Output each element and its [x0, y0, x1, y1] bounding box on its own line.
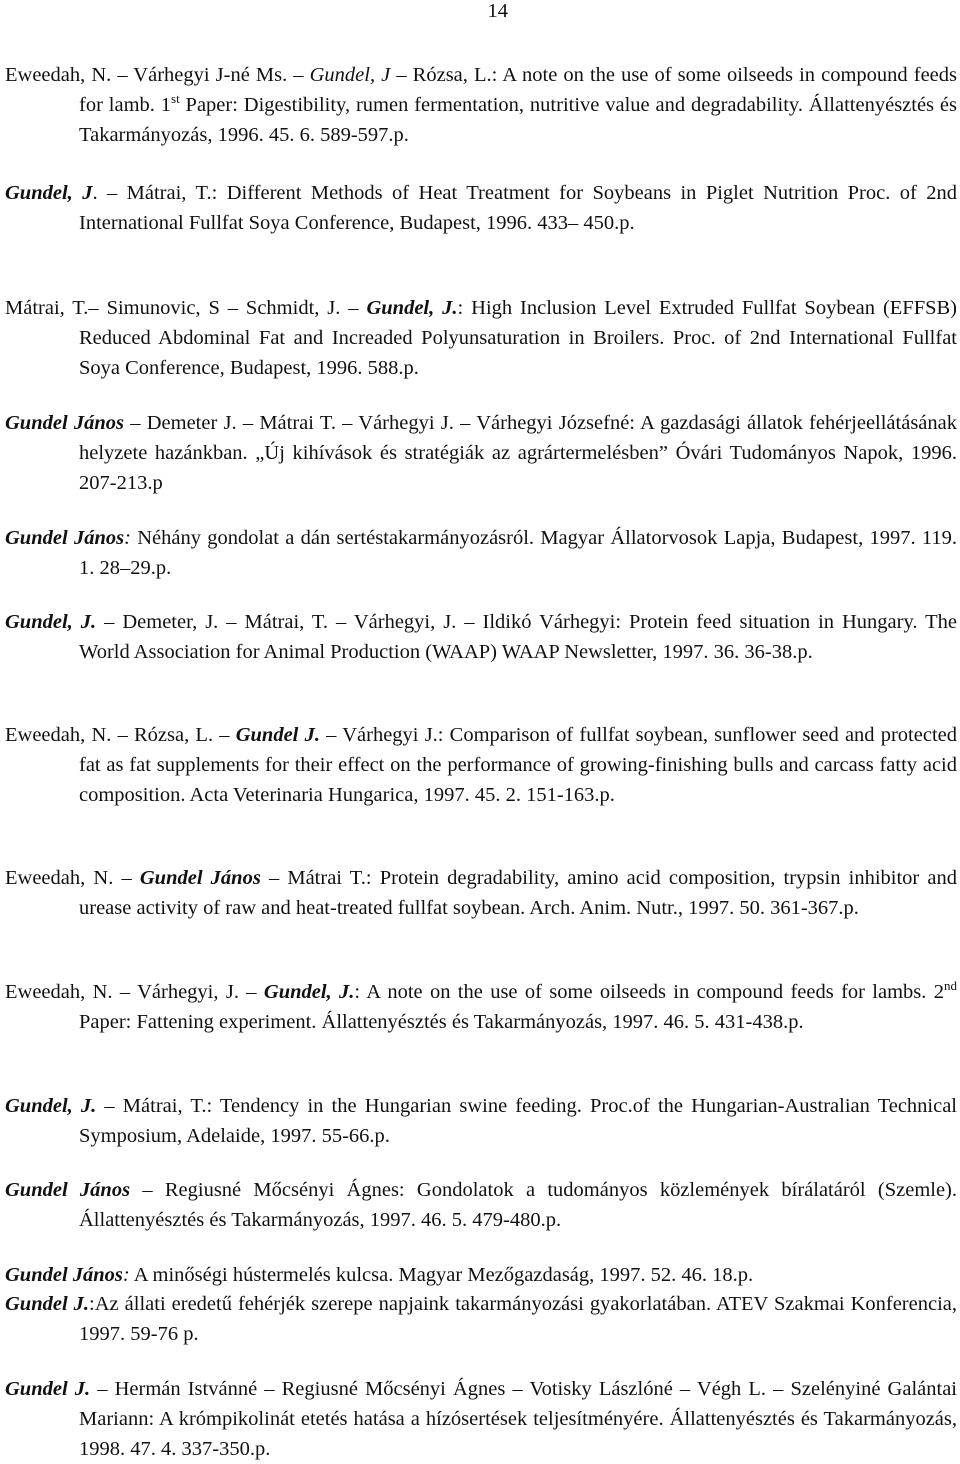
reference-entry	[5, 977, 957, 1037]
reference-entry	[5, 293, 957, 383]
author-highlight: Gundel János	[5, 412, 125, 434]
reference-text: : High Inclusion Level Extruded Fullfat Soybean (EFFSB) Reduced Abdominal Fat and Increaded Polyunsaturation in Broilers. Proc. of 2nd International Fullfat Soya Conference, Budapest, 1996. 588.p.	[79, 297, 957, 379]
italic-text: Gundel, J	[309, 64, 391, 86]
author-highlight: Gundel J.	[235, 724, 320, 746]
reference-entry	[5, 1260, 957, 1290]
reference-text: – Hermán Istvánné – Regiusné Mőcsényi Ágnes – Votisky Lászlóné – Végh L. – Szelényiné Galántai Mariann: A krómpikolinát etetés hatása a hízósertések teljesítményére. Állattenyésztés és Takarmányozás, 1998. 47. 4. 337-350.p.	[79, 1378, 957, 1460]
reference-entry	[5, 607, 957, 667]
reference-text: : A note on the use of some oilseeds in compound feeds for lambs. 2	[354, 981, 944, 1003]
italic-text: :	[122, 1264, 130, 1286]
reference-text: :Az állati eredetű fehérjék szerepe napjaink takarmányozási gyakorlatában. ATEV Szakmai Konferencia, 1997. 59-76 p.	[79, 1293, 957, 1345]
author-highlight: Gundel J.	[5, 1378, 91, 1400]
reference-text: – Mátrai T.: Protein degradability, amino acid composition, trypsin inhibitor and urease activity of raw and heat-treated fullfat soybean. Arch. Anim. Nutr., 1997. 50. 361-367.p.	[79, 867, 957, 919]
reference-entry	[5, 178, 957, 238]
reference-text: Néhány gondolat a dán sertéstakarmányozásról. Magyar Állatorvosok Lapja, Budapest, 1997. 119. 1. 28–29.p.	[79, 527, 958, 579]
author-highlight: Gundel, J	[5, 182, 93, 204]
reference-text: Eweedah, N. – Várhegyi J-né Ms. –	[5, 64, 310, 86]
reference-text: – Demeter, J. – Mátrai, T. – Várhegyi, J. – Ildikó Várhegyi: Protein feed situation in Hungary. The World Association for Animal Production (WAAP) WAAP Newsletter, 1997. 36. 36-38.p.	[79, 611, 957, 663]
author-highlight: Gundel János	[5, 1179, 131, 1201]
reference-entry	[5, 60, 957, 150]
author-highlight: Gundel, J.	[366, 297, 458, 319]
reference-text: A minőségi hústermelés kulcsa. Magyar Mezőgazdaság, 1997. 52. 46. 18.p.	[129, 1264, 754, 1286]
reference-text: Eweedah, N. –	[5, 867, 140, 889]
reference-text: Mátrai, T.– Simunovic, S – Schmidt, J. –	[5, 297, 367, 319]
reference-entry	[5, 408, 957, 498]
reference-text: – Mátrai, T.: Tendency in the Hungarian swine feeding. Proc.of the Hungarian-Australian Technical Symposium, Adelaide, 1997. 55-66.p.	[79, 1095, 958, 1147]
reference-entry	[5, 720, 957, 810]
author-highlight: Gundel, J.	[5, 611, 97, 633]
reference-text: Paper: Digestibility, rumen fermentation, nutritive value and degradability. Állattenyésztés és Takarmányozás, 1996. 45. 6. 589-597.p.	[79, 94, 957, 146]
reference-text: Paper: Fattening experiment. Állattenyésztés és Takarmányozás, 1997. 46. 5. 431-438.p.	[79, 1011, 804, 1033]
author-highlight: Gundel János	[5, 527, 125, 549]
author-highlight: Gundel, J.	[263, 981, 355, 1003]
reference-text: – Rózsa, L.: A note on the use of some oilseeds in compound feeds for lamb. 1	[79, 64, 957, 116]
reference-entry	[5, 1175, 957, 1235]
italic-text: :	[124, 527, 131, 549]
superscript: nd	[944, 978, 957, 994]
author-highlight: Gundel János	[5, 1264, 123, 1286]
reference-entry	[5, 863, 957, 923]
reference-text: – Várhegyi J.: Comparison of fullfat soybean, sunflower seed and protected fat as fat supplements for their effect on the performance of growing-finishing bulls and carcass fatty acid composition. Acta Veterinaria Hungarica, 1997. 45. 2. 151-163.p.	[79, 724, 957, 806]
reference-text: Eweedah, N. – Rózsa, L. –	[5, 724, 236, 746]
reference-entry	[5, 1374, 957, 1464]
reference-text: . – Mátrai, T.: Different Methods of Heat Treatment for Soybeans in Piglet Nutrition Proc. of 2nd International Fullfat Soya Conference, Budapest, 1996. 433– 450.p.	[79, 182, 958, 234]
page-number: 14	[487, 0, 508, 22]
author-highlight: Gundel, J.	[5, 1095, 97, 1117]
reference-text: – Demeter J. – Mátrai T. – Várhegyi J. – Várhegyi Józsefné: A gazdasági állatok fehérjeellátásának helyzete hazánkban. „Új kihívások és stratégiák az agrártermelésben” Óvári Tudományos Napok, 1996. 207-213.p	[79, 412, 958, 494]
reference-text: – Regiusné Mőcsényi Ágnes: Gondolatok a tudományos közlemények bírálatáról (Szemle). Állattenyésztés és Takarmányozás, 1997. 46. 5. 479-480.p.	[79, 1179, 958, 1231]
reference-entry	[5, 1091, 957, 1151]
author-highlight: Gundel J.	[5, 1293, 90, 1315]
superscript: st	[171, 91, 180, 107]
reference-text: Eweedah, N. – Várhegyi, J. –	[5, 981, 264, 1003]
author-highlight: Gundel János	[139, 867, 261, 889]
reference-entry	[5, 1289, 957, 1349]
reference-entry	[5, 523, 957, 583]
